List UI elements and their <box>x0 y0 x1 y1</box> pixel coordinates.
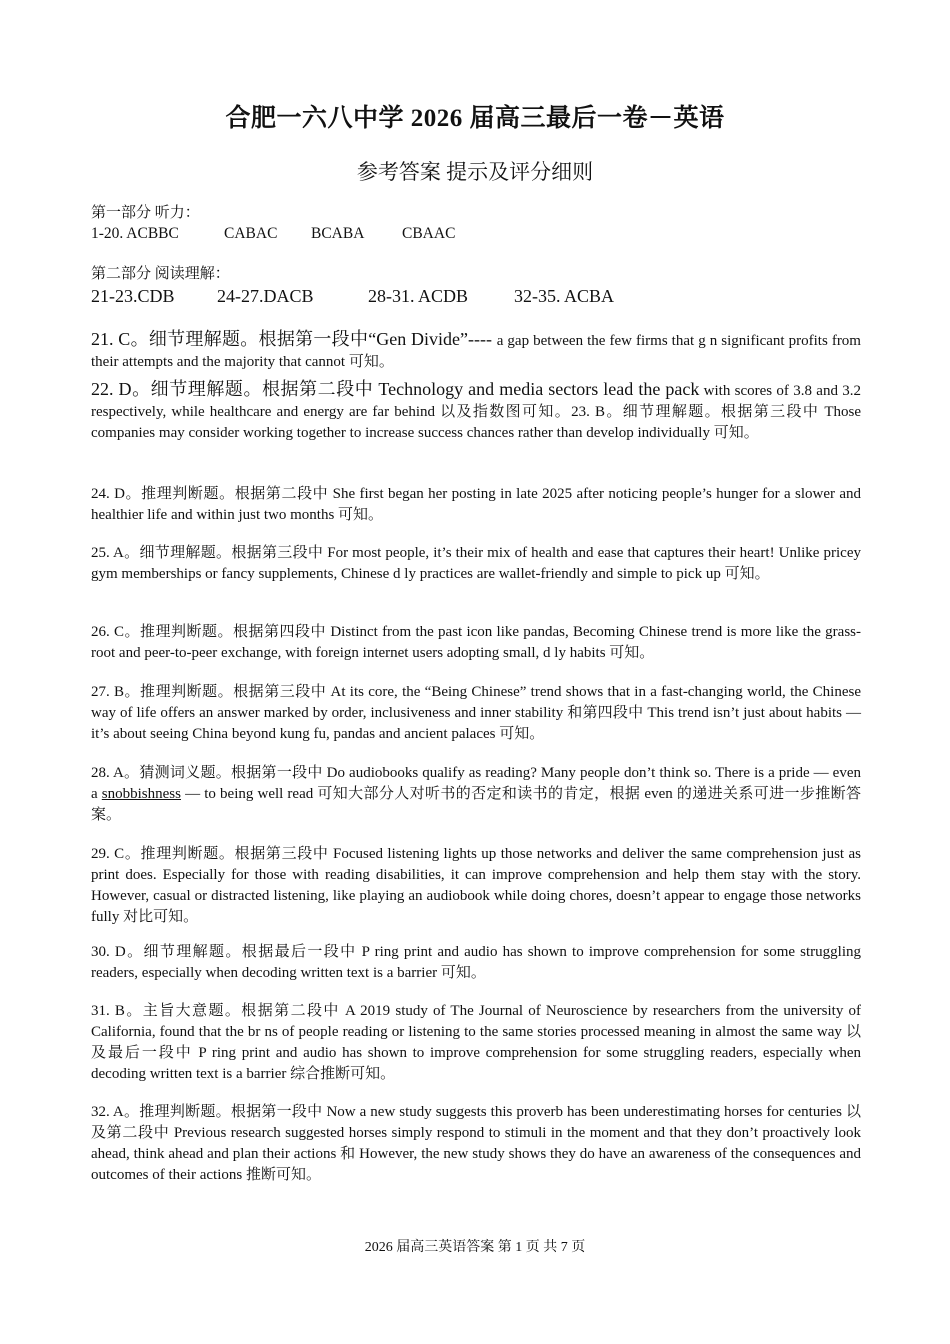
explanation-26: 26. C。推理判断题。根据第四段中 Distinct from the past icon like pandas, Becoming Chinese trend is more like the grass-root and peer-to-peer exchange, with foreign internet users adopting small, d ly habits 可知。 <box>91 624 861 661</box>
reading-answer-group: 24-27.DACB <box>217 286 314 306</box>
explanation-21-rest: a gap between the few firms that g n significant profits from their attempts and the majority that cannot 可知。 <box>91 333 861 370</box>
listening-answer-group: CABAC <box>224 225 278 242</box>
explanation-22-rest: with scores of 3.8 and 3.2 respectively, while healthcare and energy are far behind 以及指数图可知。23. B。细节理解题。根据第三段中 Those companies may consider working together to increase success chances rather than develop individually 可知。 <box>91 383 861 441</box>
explanation-32: 32. A。推理判断题。根据第一段中 Now a new study suggests this proverb has been underestimating horses for centuries 以及第二段中 Previous research suggested horses simply respond to stimuli in the moment and that they don’t proactively look ahead, think ahead and plan their actions 和 However, the new study shows they do have an awareness of the consequences and outcomes of their actions 推断可知。 <box>91 1104 861 1183</box>
listening-label: 第一部分 听力： <box>91 205 200 221</box>
listening-answer-group: BCABA <box>311 225 365 242</box>
explanation-27: 27. B。推理判断题。根据第三段中 At its core, the “Being Chinese” trend shows that in a fast-changing world, the Chinese way of life offers an answer marked by order, inclusiveness and inner stability 和第四段中 This trend isn’t just about habits — it’s about seeing China beyond kung fu, pandas and ancient palaces 可知。 <box>91 684 861 742</box>
reading-answer-group: 21-23.CDB <box>91 286 175 306</box>
explanation-28-part-a: 28. A。猜测词义题。根据第一段中 Do audiobooks qualify as reading? Many people don’t think so. There is a pride — even a <box>91 765 861 802</box>
explanation-21 <box>91 329 861 373</box>
explanation-29: 29. C。推理判断题。根据第三段中 Focused listening lights up those networks and deliver the same comprehension just as print does. Especially for those with reading disabilities, it can improve comprehension and help them stay with the story. However, casual or distracted listening, like playing an audiobook while doing chores, doesn’t appear to engage those networks fully 对比可知。 <box>91 846 861 925</box>
explanation-30: 30. D。细节理解题。根据最后一段中 P ring print and audio has shown to improve comprehension for some struggling readers, especially when decoding written text is a barrier 可知。 <box>91 944 861 981</box>
explanation-28-part-b: — to being well read 可知大部分人对听书的否定和读书的肯定，根据 even 的递进关系可进一步推断答案。 <box>91 786 861 823</box>
listening-answer-group: 1-20. ACBBC <box>91 225 179 242</box>
page-footer: 2026 届高三英语答案 第 1 页 共 7 页 <box>364 1240 586 1255</box>
explanation-31: 31. B。主旨大意题。根据第二段中 A 2019 study of The Journal of Neuroscience by researchers from the university of California, found that the br ns of people reading or listening to the same stories processed meaning in almost the same way 以及最后一段中 P ring print and audio has shown to improve comprehension for some struggling readers, especially when decoding written text is a barrier 综合推断可知。 <box>91 1003 861 1082</box>
explanation-25: 25. A。细节理解题。根据第三段中 For most people, it’s their mix of health and ease that captures their heart! Unlike pricey gym memberships or fancy supplements, Chinese d ly practices are wallet-friendly and simple to pick up 可知。 <box>91 545 861 582</box>
listening-answer-group: CBAAC <box>402 225 456 242</box>
reading-answers <box>91 284 861 308</box>
explanation-22-23 <box>91 379 861 444</box>
explanation-22-lead: 22. D。细节理解题。根据第二段中 Technology and media sectors lead the pack <box>91 379 700 399</box>
page-subtitle: 参考答案 提示及评分细则 <box>356 160 594 184</box>
listening-answers <box>91 223 861 245</box>
explanation-24: 24. D。推理判断题。根据第二段中 She first began her posting in late 2025 after noticing people’s hunger for a slower and healthier life and within just two months 可知。 <box>91 486 861 523</box>
reading-answer-group: 32-35. ACBA <box>514 286 615 306</box>
underlined-word: snobbishness <box>101 786 181 802</box>
explanation-21-lead: 21. C。细节理解题。根据第一段中“Gen Divide”---- <box>91 329 497 349</box>
page-title: 合肥一六八中学 2026 届高三最后一卷－英语 <box>225 105 725 132</box>
reading-label: 第二部分 阅读理解： <box>91 266 230 282</box>
explanation-28 <box>91 763 861 826</box>
reading-answer-group: 28-31. ACDB <box>368 286 469 306</box>
